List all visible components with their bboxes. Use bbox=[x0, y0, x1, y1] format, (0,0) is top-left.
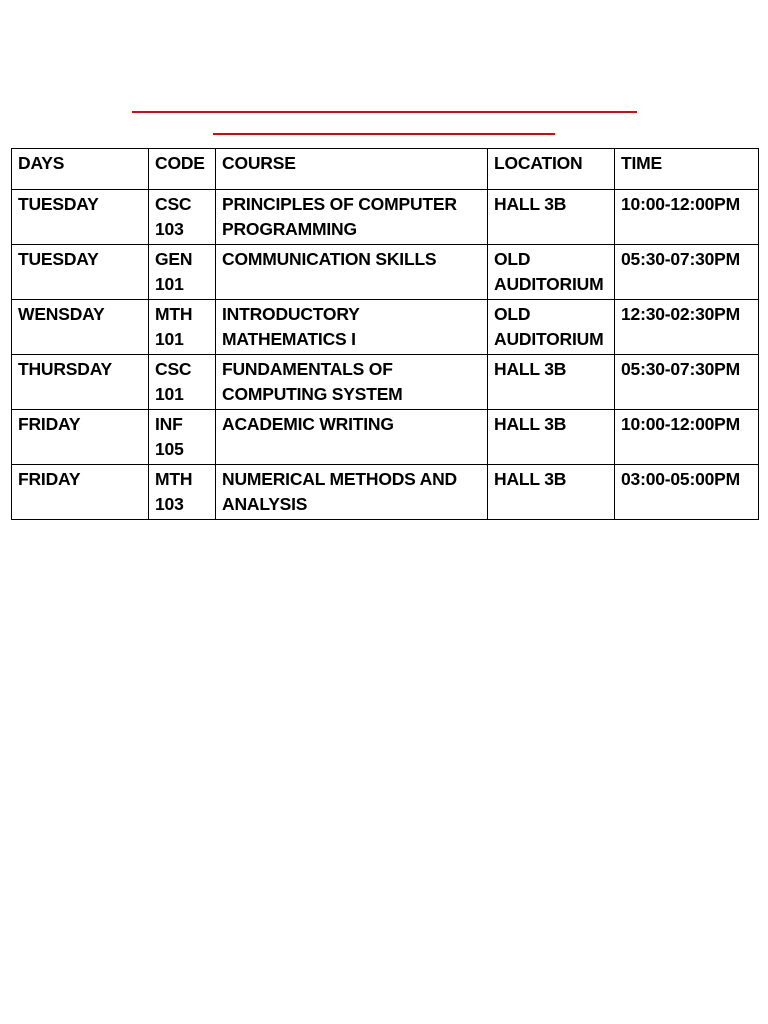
cell-code: CSC 103 bbox=[155, 194, 192, 239]
cell-location: HALL 3B bbox=[494, 414, 567, 434]
cell-code: MTH 101 bbox=[155, 304, 193, 349]
cell-time: 12:30-02:30PM bbox=[615, 300, 759, 355]
header-course: COURSE bbox=[216, 149, 488, 190]
table-row bbox=[12, 355, 759, 410]
title-underline-top bbox=[132, 111, 637, 113]
cell-time: 03:00-05:00PM bbox=[615, 465, 759, 520]
cell-location: OLD AUDITORIUM bbox=[494, 249, 604, 294]
cell-day: WENSDAY bbox=[12, 300, 149, 355]
header-location: LOCATION bbox=[488, 149, 615, 190]
header-row bbox=[12, 149, 759, 190]
table-row bbox=[12, 190, 759, 245]
cell-course: PRINCIPLES OF COMPUTER PROGRAMMING bbox=[216, 190, 488, 245]
cell-code: CSC 101 bbox=[155, 359, 192, 404]
cell-time: 10:00-12:00PM bbox=[615, 410, 759, 465]
cell-course: INTRODUCTORY MATHEMATICS I bbox=[216, 300, 488, 355]
cell-location: HALL 3B bbox=[494, 359, 567, 379]
cell-time: 05:30-07:30PM bbox=[615, 355, 759, 410]
cell-course: FUNDAMENTALS OF COMPUTING SYSTEM bbox=[216, 355, 488, 410]
cell-day: THURSDAY bbox=[12, 355, 149, 410]
cell-code: INF 105 bbox=[155, 414, 184, 459]
table-row bbox=[12, 300, 759, 355]
table-row bbox=[12, 410, 759, 465]
header-time: TIME bbox=[615, 149, 759, 190]
timetable bbox=[11, 148, 759, 520]
cell-code: MTH 103 bbox=[155, 469, 193, 514]
table-row bbox=[12, 245, 759, 300]
header-days: DAYS bbox=[12, 149, 149, 190]
cell-course: ACADEMIC WRITING bbox=[216, 410, 488, 465]
cell-location: HALL 3B bbox=[494, 194, 567, 214]
table-row bbox=[12, 465, 759, 520]
cell-location: HALL 3B bbox=[494, 469, 567, 489]
cell-location: OLD AUDITORIUM bbox=[494, 304, 604, 349]
cell-day: FRIDAY bbox=[12, 410, 149, 465]
cell-course: NUMERICAL METHODS AND ANALYSIS bbox=[216, 465, 488, 520]
cell-day: TUESDAY bbox=[12, 190, 149, 245]
cell-course: COMMUNICATION SKILLS bbox=[216, 245, 488, 300]
title-underline-bottom bbox=[213, 133, 555, 135]
cell-time: 05:30-07:30PM bbox=[615, 245, 759, 300]
header-code: CODE bbox=[149, 149, 216, 190]
cell-day: TUESDAY bbox=[12, 245, 149, 300]
cell-day: FRIDAY bbox=[12, 465, 149, 520]
cell-time: 10:00-12:00PM bbox=[615, 190, 759, 245]
cell-code: GEN 101 bbox=[155, 249, 193, 294]
